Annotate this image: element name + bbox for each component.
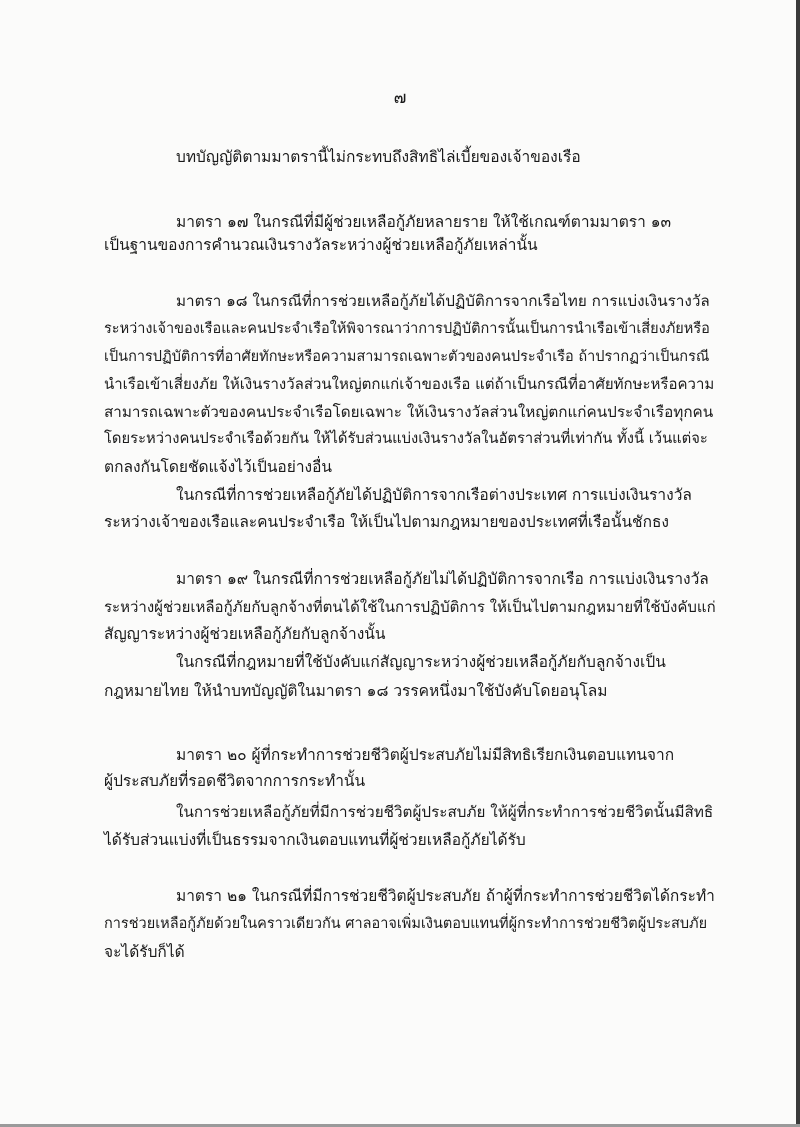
text-line: จะได้รับก็ได้ bbox=[104, 943, 185, 961]
text-line: บทบัญญัติตามมาตรานี้ไม่กระทบถึงสิทธิไล่เบี้ยของเจ้าของเรือ bbox=[176, 148, 581, 166]
text-line: ในกรณีที่การช่วยเหลือกู้ภัยได้ปฏิบัติการจากเรือต่างประเทศ การแบ่งเงินรางวัล bbox=[176, 486, 692, 504]
text-line: โดยระหว่างคนประจำเรือด้วยกัน ให้ได้รับส่วนแบ่งเงินรางวัลในอัตราส่วนที่เท่ากัน ทั้งนี้ เว้นแต่จะ bbox=[104, 430, 708, 447]
text-line: ตกลงกันโดยชัดแจ้งไว้เป็นอย่างอื่น bbox=[104, 458, 332, 476]
text-line: ในกรณีที่กฎหมายที่ใช้บังคับแก่สัญญาระหว่างผู้ช่วยเหลือกู้ภัยกับลูกจ้างเป็น bbox=[176, 653, 666, 671]
text-line: เป็นฐานของการคำนวณเงินรางวัลระหว่างผู้ช่วยเหลือกู้ภัยเหล่านั้น bbox=[104, 236, 538, 254]
text-line: ระหว่างผู้ช่วยเหลือกู้ภัยกับลูกจ้างที่ตนได้ใช้ในการปฏิบัติการ ให้เป็นไปตามกฎหมายที่ใช้บังคับแก่ bbox=[104, 598, 716, 616]
text-line: มาตรา ๑๘ ในกรณีที่การช่วยเหลือกู้ภัยได้ปฏิบัติการจากเรือไทย การแบ่งเงินรางวัล bbox=[176, 292, 710, 310]
text-line: มาตรา ๒๐ ผู้ที่กระทำการช่วยชีวิตผู้ประสบภัยไม่มีสิทธิเรียกเงินตอบแทนจาก bbox=[176, 746, 675, 764]
text-line: สัญญาระหว่างผู้ช่วยเหลือกู้ภัยกับลูกจ้างนั้น bbox=[104, 625, 386, 643]
page-number: ๗ bbox=[393, 88, 407, 108]
text-line: กฎหมายไทย ให้นำบทบัญญัติในมาตรา ๑๘ วรรคหนึ่งมาใช้บังคับโดยอนุโลม bbox=[104, 682, 608, 700]
text-line: นำเรือเข้าเสี่ยงภัย ให้เงินรางวัลส่วนใหญ่ตกแก่เจ้าของเรือ แต่ถ้าเป็นกรณีที่อาศัยทักษะหรือความ bbox=[104, 375, 715, 393]
text-line: ผู้ประสบภัยที่รอดชีวิตจากการกระทำนั้น bbox=[104, 772, 366, 790]
text-line: ระหว่างเจ้าของเรือและคนประจำเรือ ให้เป็นไปตามกฎหมายของประเทศที่เรือนั้นชักธง bbox=[104, 513, 669, 531]
text-line: มาตรา ๑๗ ในกรณีที่มีผู้ช่วยเหลือกู้ภัยหลายราย ให้ใช้เกณฑ์ตามมาตรา ๑๓ bbox=[176, 213, 672, 231]
text-line: ในการช่วยเหลือกู้ภัยที่มีการช่วยชีวิตผู้ประสบภัย ให้ผู้ที่กระทำการช่วยชีวิตนั้นมีสิทธิ bbox=[176, 803, 714, 821]
text-line: มาตรา ๑๙ ในกรณีที่การช่วยเหลือกู้ภัยไม่ได้ปฏิบัติการจากเรือ การแบ่งเงินรางวัล bbox=[176, 570, 709, 588]
text-line: สามารถเฉพาะตัวของคนประจำเรือโดยเฉพาะ ให้เงินรางวัลส่วนใหญ่ตกแก่คนประจำเรือทุกคน bbox=[104, 403, 714, 421]
text-line: เป็นการปฏิบัติการที่อาศัยทักษะหรือความสามารถเฉพาะตัวของคนประจำเรือ ถ้าปรากฏว่าเป็นกรณี bbox=[104, 349, 710, 365]
text-line: ได้รับส่วนแบ่งที่เป็นธรรมจากเงินตอบแทนที่ผู้ช่วยเหลือกู้ภัยได้รับ bbox=[104, 831, 526, 849]
text-line: การช่วยเหลือกู้ภัยด้วยในคราวเดียวกัน ศาลอาจเพิ่มเงินตอบแทนที่ผู้กระทำการช่วยชีวิตผู้ประสบภัย bbox=[104, 916, 708, 932]
text-line: ระหว่างเจ้าของเรือและคนประจำเรือให้พิจารณาว่าการปฏิบัติการนั้นเป็นการนำเรือเข้าเสี่ยงภัยหรือ bbox=[104, 321, 710, 337]
scan-edge-shadow bbox=[796, 0, 800, 1127]
text-line: มาตรา ๒๑ ในกรณีที่มีการช่วยชีวิตผู้ประสบภัย ถ้าผู้ที่กระทำการช่วยชีวิตได้กระทำ bbox=[176, 887, 715, 905]
